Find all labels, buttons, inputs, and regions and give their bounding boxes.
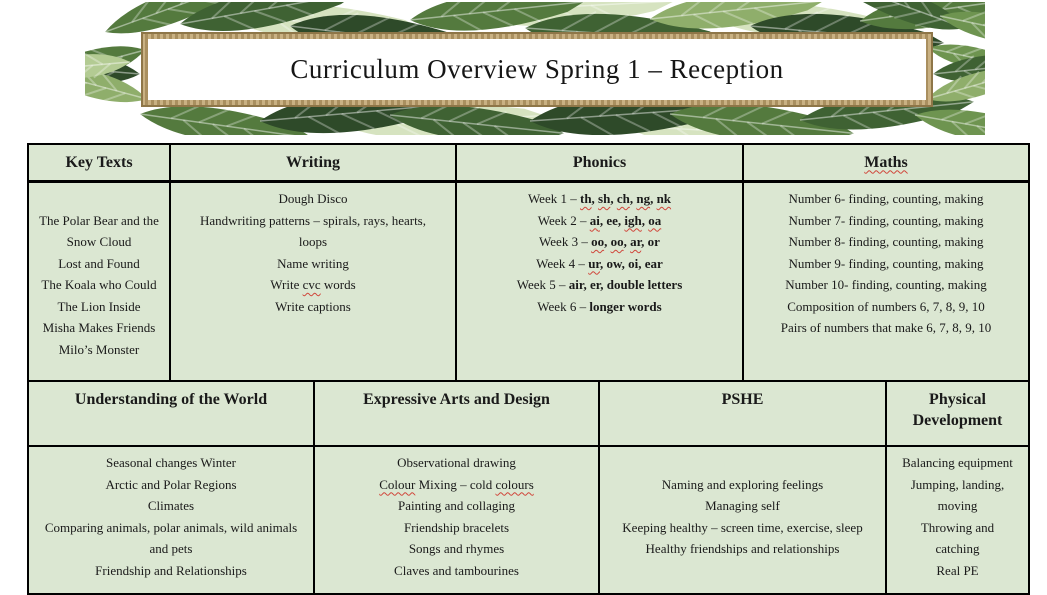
column-content [743,182,1029,384]
curriculum-item: Composition of numbers 6, 7, 8, 9, 10 [787,298,985,314]
column-header [170,144,456,182]
column-header-label: Key Texts [65,153,133,171]
curriculum-table-top [27,143,1030,384]
column-header [28,144,170,182]
curriculum-bottom [27,380,1030,595]
column-content [314,446,599,594]
curriculum-item: The Lion Inside [57,298,141,314]
curriculum-item: Milo’s Monster [58,341,140,357]
column-content [599,446,886,594]
curriculum-item: Real PE [936,562,979,578]
column-header [456,144,743,182]
column-content [28,446,314,594]
curriculum-item: Managing self [705,498,780,513]
curriculum-item: Seasonal changes Winter [106,455,236,470]
curriculum-item: Arctic and Polar Regions [105,476,237,492]
title-box [148,39,926,100]
curriculum-item: Name writing [277,255,349,271]
curriculum-item: Number 6- finding, counting, making [788,191,984,206]
column-header [886,381,1029,446]
curriculum-item: Throwing and [920,519,995,535]
column-header [28,381,314,446]
curriculum-item: Pairs of numbers that make 6, 7, 8, 9, 10 [780,320,992,335]
curriculum-item: Number 7- finding, counting, making [788,212,984,228]
curriculum-item [600,452,885,474]
curriculum-item: Week 3 – oo, oo, ar, or [539,234,660,249]
curriculum-item: Keeping healthy – screen time, exercise, sleep [622,519,863,535]
curriculum-item: Claves and tambourines [394,562,519,578]
column-header-label: Physical Development [912,391,1003,429]
column-header [599,381,886,446]
curriculum-item: Week 4 – ur, ow, oi, ear [536,255,663,271]
curriculum-item: Observational drawing [397,455,516,470]
curriculum-item: Write captions [275,298,351,314]
curriculum-item: Dough Disco [278,191,348,206]
column-content [28,182,170,384]
curriculum-item: Colour Mixing – cold colours [379,476,534,492]
curriculum-item: Number 9- finding, counting, making [788,255,984,271]
curriculum-item: The Polar Bear and the [39,212,159,228]
curriculum-table-bottom [27,380,1030,595]
curriculum-top [27,143,1030,384]
column-header [743,144,1029,182]
curriculum-item: Number 10- finding, counting, making [785,277,987,292]
curriculum-item [29,188,169,210]
curriculum-item: Handwriting patterns – spirals, rays, hearts, [199,212,426,228]
curriculum-item: Lost and Found [58,255,140,271]
column-content [886,446,1029,594]
column-content [170,182,456,384]
curriculum-item: Number 8- finding, counting, making [788,234,984,249]
page-title: Curriculum Overview Spring 1 – Reception [290,54,784,84]
curriculum-item: Painting and collaging [398,498,515,513]
curriculum-item: Write cvc words [270,277,356,292]
column-header-label: Maths [864,153,908,171]
curriculum-item: Healthy friendships and relationships [645,541,840,556]
curriculum-item: Misha Makes Friends [42,320,156,335]
curriculum-item: Jumping, landing, [910,476,1005,492]
curriculum-item: Week 5 – air, er, double letters [516,277,683,292]
curriculum-item: Friendship bracelets [403,519,510,535]
curriculum-item: Balancing equipment [902,455,1013,470]
curriculum-item: Week 1 – th, sh, ch, ng, nk [527,191,672,206]
column-header-label: PSHE [721,391,764,408]
column-header-label: Understanding of the World [74,391,268,408]
curriculum-item: Week 2 – ai, ee, igh, oa [537,212,662,228]
curriculum-item: moving [937,498,978,513]
curriculum-item: and pets [149,541,193,556]
curriculum-item: Friendship and Relationships [95,562,247,578]
column-header-label: Phonics [572,153,627,171]
column-header-label: Writing [286,153,340,171]
curriculum-item: Snow Cloud [66,234,132,249]
column-header [314,381,599,446]
curriculum-item: Climates [147,498,195,513]
decorative-leaf-banner [85,2,985,135]
column-content [456,182,743,384]
curriculum-item: The Koala who Could [41,277,157,292]
curriculum-item: loops [298,234,328,249]
curriculum-item: Week 6 – longer words [537,298,662,314]
curriculum-item: catching [935,541,980,556]
curriculum-item: Songs and rhymes [408,541,505,556]
title-frame [142,33,932,106]
curriculum-item: Comparing animals, polar animals, wild animals [44,519,298,535]
curriculum-item: Naming and exploring feelings [661,476,824,492]
column-header-label: Expressive Arts and Design [363,391,550,408]
